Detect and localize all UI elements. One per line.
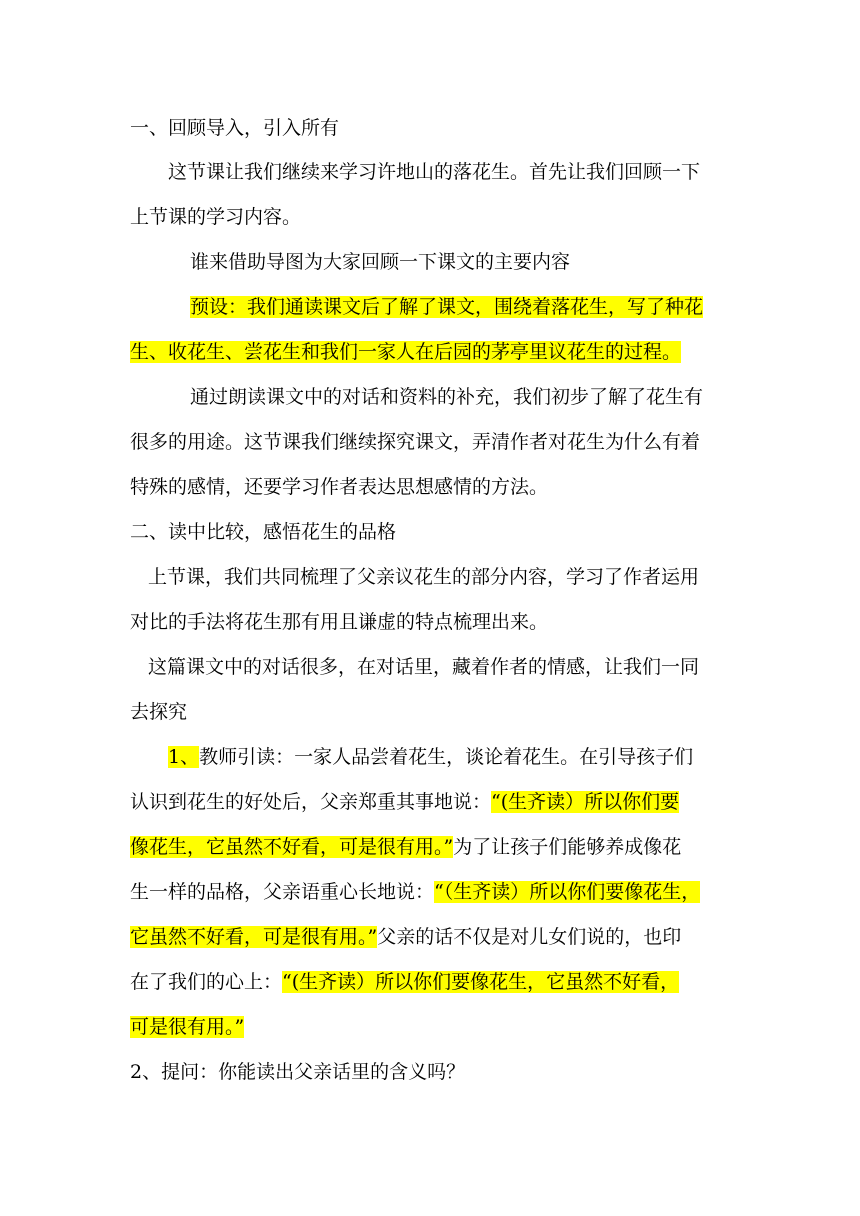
highlight: 1、 bbox=[168, 746, 200, 768]
paragraph-4-line-3: 特殊的感情，还要学习作者表达思想感情的方法。 bbox=[130, 476, 549, 498]
paragraph-5-line-2: 对比的手法将花生那有用且谦虚的特点梳理出来。 bbox=[130, 611, 549, 633]
text-span: 教师引读：一家人品尝着花生，谈论着花生。在引导孩子们 bbox=[199, 746, 694, 768]
paragraph-6-line-1: 这篇课文中的对话很多，在对话里，藏着作者的情感，让我们一同 bbox=[148, 656, 700, 678]
highlight: 生、收花生、尝花生和我们一家人在后园的茅亭里议花生的过程。 bbox=[130, 341, 682, 363]
paragraph-1-line-2: 上节课的学习内容。 bbox=[130, 206, 302, 228]
text-span: 父亲的话不仅是对儿女们说的，也印 bbox=[377, 926, 682, 948]
highlight: 像花生，它虽然不好看，可是很有用。” bbox=[130, 836, 454, 858]
highlight: 可是很有用。” bbox=[130, 1016, 245, 1038]
highlight: “(生齐读）所以你们要像花生，它虽然不好看， bbox=[282, 971, 680, 993]
question-2: 2、提问：你能读出父亲话里的含义吗？ bbox=[130, 1061, 466, 1083]
paragraph-4-line-1: 通过朗读课文中的对话和资料的补充，我们初步了解了花生有 bbox=[190, 386, 704, 408]
paragraph-5-line-1: 上节课，我们共同梳理了父亲议花生的部分内容，学习了作者运用 bbox=[148, 566, 700, 588]
paragraph-2: 谁来借助导图为大家回顾一下课文的主要内容 bbox=[190, 251, 571, 273]
paragraph-3-line-1 bbox=[190, 289, 730, 325]
paragraph-7-line-1 bbox=[168, 739, 730, 775]
paragraph-7-line-5 bbox=[130, 919, 730, 955]
paragraph-4-line-2: 很多的用途。这节课我们继续探究课文，弄清作者对花生为什么有着 bbox=[130, 431, 701, 453]
heading-section-2: 二、读中比较，感悟花生的品格 bbox=[130, 521, 397, 543]
paragraph-7-line-6 bbox=[130, 964, 730, 1000]
highlight: “（生齐读）所以你们要像花生， bbox=[434, 881, 701, 903]
paragraph-7-line-7 bbox=[130, 1009, 730, 1045]
paragraph-6-line-2: 去探究 bbox=[130, 701, 188, 723]
text-span: 认识到花生的好处后，父亲郑重其事地说： bbox=[130, 791, 492, 813]
paragraph-7-line-3 bbox=[130, 829, 730, 865]
highlight: 它虽然不好看，可是很有用。” bbox=[130, 926, 378, 948]
text-span: 为了让孩子们能够养成像花 bbox=[453, 836, 682, 858]
highlight: “(生齐读）所以你们要 bbox=[491, 791, 680, 813]
highlight: 预设：我们通读课文后了解了课文，围绕着落花生，写了种花 bbox=[190, 296, 704, 318]
text-span: 在了我们的心上： bbox=[130, 971, 283, 993]
text-span: 生一样的品格，父亲语重心长地说： bbox=[130, 881, 435, 903]
paragraph-7-line-2 bbox=[130, 784, 730, 820]
paragraph-1-line-1: 这节课让我们继续来学习许地山的落花生。首先让我们回顾一下 bbox=[168, 161, 701, 183]
paragraph-3-line-2 bbox=[130, 334, 730, 370]
heading-section-1: 一、回顾导入，引入所有 bbox=[130, 117, 340, 139]
paragraph-7-line-4 bbox=[130, 874, 730, 910]
